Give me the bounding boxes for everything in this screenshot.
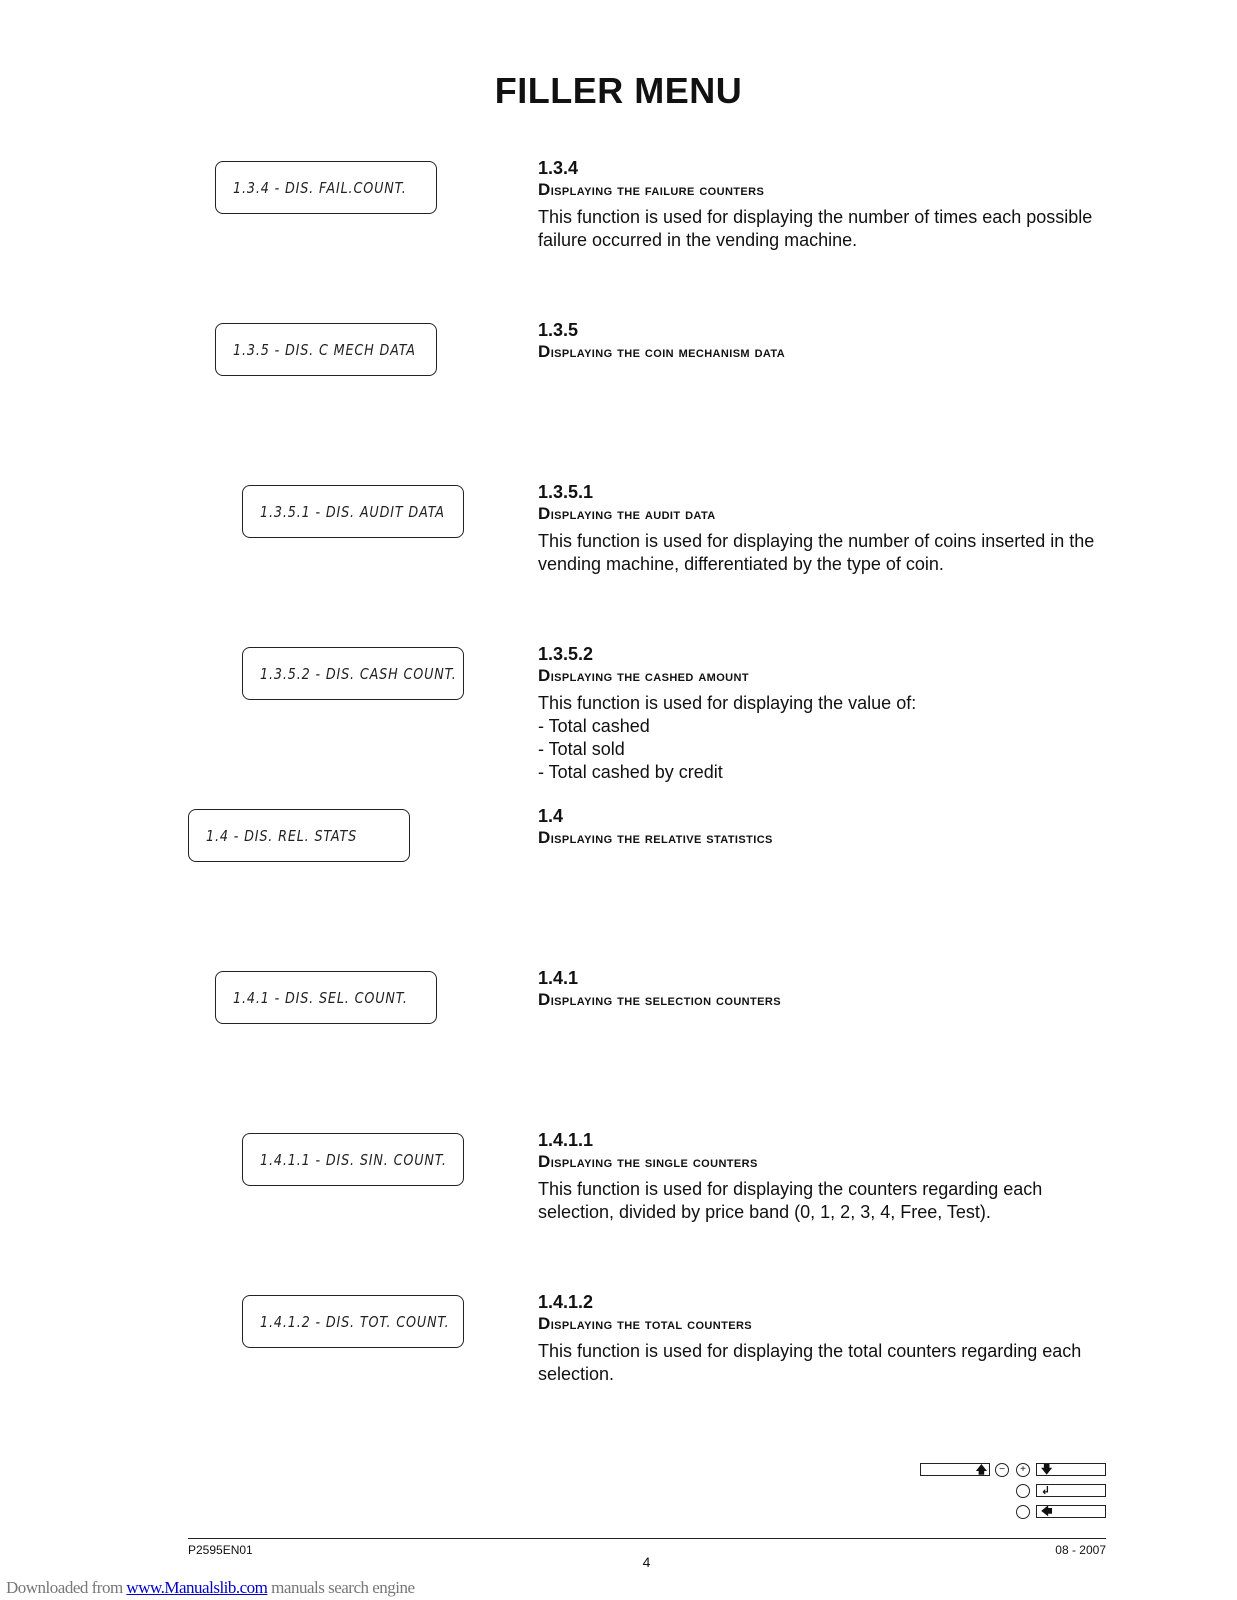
legend-box-down: [1036, 1463, 1106, 1476]
lcd-display-1-4: [188, 809, 410, 862]
section-title: Displaying the relative statistics: [538, 828, 773, 847]
page-title: FILLER MENU: [494, 70, 743, 111]
keypad-legend: [920, 1463, 1106, 1529]
lcd-display-text: 1.3.5.1 - DIS. AUDIT DATA: [260, 502, 445, 521]
legend-box-enter: [1036, 1484, 1106, 1497]
legend-circle-enter: [1016, 1484, 1030, 1498]
footer-rule: [188, 1538, 1106, 1539]
manualslib-link[interactable]: www.Manualslib.com: [126, 1578, 268, 1597]
section-title: Displaying the selection counters: [538, 990, 781, 1009]
section-description: This function is used for displaying the number of times each possible failure occurred in the vending machine.: [538, 207, 1093, 250]
section-description: This function is used for displaying the counters regarding each selection, divided by price band (0, 1, 2, 3, 4, Free, Test).: [538, 1179, 1043, 1222]
section-1-3-5-2: [538, 643, 1113, 784]
section-number: 1.4.1: [538, 968, 579, 988]
section-1-3-4: [538, 157, 1113, 252]
section-title: Displaying the audit data: [538, 504, 716, 523]
section-number: 1.3.5: [538, 320, 579, 340]
lcd-display-1-4-1-1: [242, 1133, 464, 1186]
doc-code: P2595EN01: [188, 1543, 253, 1557]
down-arrow-icon: 🡇: [1041, 1464, 1053, 1476]
legend-box-left: [1036, 1505, 1106, 1518]
lcd-display-1-4-1: [215, 971, 437, 1024]
lcd-display-1-3-5: [215, 323, 437, 376]
section-title: Displaying the single counters: [538, 1152, 758, 1171]
section-title: Displaying the failure counters: [538, 180, 765, 199]
download-notice: [6, 1578, 415, 1598]
section-number: 1.3.4: [538, 158, 579, 178]
plus-circle-icon: +: [1016, 1463, 1030, 1477]
up-arrow-icon: 🡅: [975, 1464, 987, 1476]
lcd-display-text: 1.3.4 - DIS. FAIL.COUNT.: [233, 178, 407, 197]
section-number: 1.4.1.1: [538, 1130, 594, 1150]
section-number: 1.4: [538, 806, 564, 826]
section-description: This function is used for displaying the value of:: [538, 693, 917, 713]
lcd-display-text: 1.4.1.1 - DIS. SIN. COUNT.: [260, 1150, 447, 1169]
lcd-display-1-3-5-1: [242, 485, 464, 538]
value-list: [538, 715, 1113, 784]
doc-date: 08 - 2007: [1055, 1543, 1106, 1557]
section-1-4-1-1: [538, 1129, 1113, 1224]
section-1-4-1: [538, 967, 1113, 1012]
section-number: 1.4.1.2: [538, 1292, 594, 1312]
download-prefix: Downloaded from: [6, 1578, 127, 1597]
legend-circle-left: [1016, 1505, 1030, 1519]
lcd-display-text: 1.3.5.2 - DIS. CASH COUNT.: [260, 664, 457, 683]
minus-circle-icon: −: [995, 1463, 1009, 1477]
section-1-3-5-1: [538, 481, 1113, 576]
download-suffix: manuals search engine: [267, 1578, 415, 1597]
lcd-display-1-3-5-2: [242, 647, 464, 700]
lcd-display-1-3-4: [215, 161, 437, 214]
section-1-4-1-2: [538, 1291, 1113, 1386]
left-arrow-icon: 🡄: [1041, 1506, 1053, 1518]
section-number: 1.3.5.1: [538, 482, 594, 502]
section-title: Displaying the coin mechanism data: [538, 342, 786, 361]
list-item: - Total cashed: [538, 716, 650, 736]
section-number: 1.3.5.2: [538, 644, 594, 664]
section-description: This function is used for displaying the total counters regarding each selection.: [538, 1341, 1082, 1384]
section-1-4: [538, 805, 1113, 850]
section-title: Displaying the total counters: [538, 1314, 753, 1333]
lcd-display-text: 1.3.5 - DIS. C MECH DATA: [233, 340, 416, 359]
section-description: This function is used for displaying the number of coins inserted in the vending machine, differentiated by the type of coin.: [538, 531, 1095, 574]
page-number: 4: [642, 1554, 651, 1570]
enter-arrow-icon: ↲: [1041, 1485, 1051, 1497]
list-item: - Total sold: [538, 739, 625, 759]
section-title: Displaying the cashed amount: [538, 666, 749, 685]
lcd-display-text: 1.4.1.2 - DIS. TOT. COUNT.: [260, 1312, 450, 1331]
legend-box-up: [920, 1463, 990, 1476]
lcd-display-1-4-1-2: [242, 1295, 464, 1348]
lcd-display-text: 1.4 - DIS. REL. STATS: [206, 826, 358, 845]
lcd-display-text: 1.4.1 - DIS. SEL. COUNT.: [233, 988, 408, 1007]
list-item: - Total cashed by credit: [538, 762, 723, 782]
section-1-3-5: [538, 319, 1113, 364]
